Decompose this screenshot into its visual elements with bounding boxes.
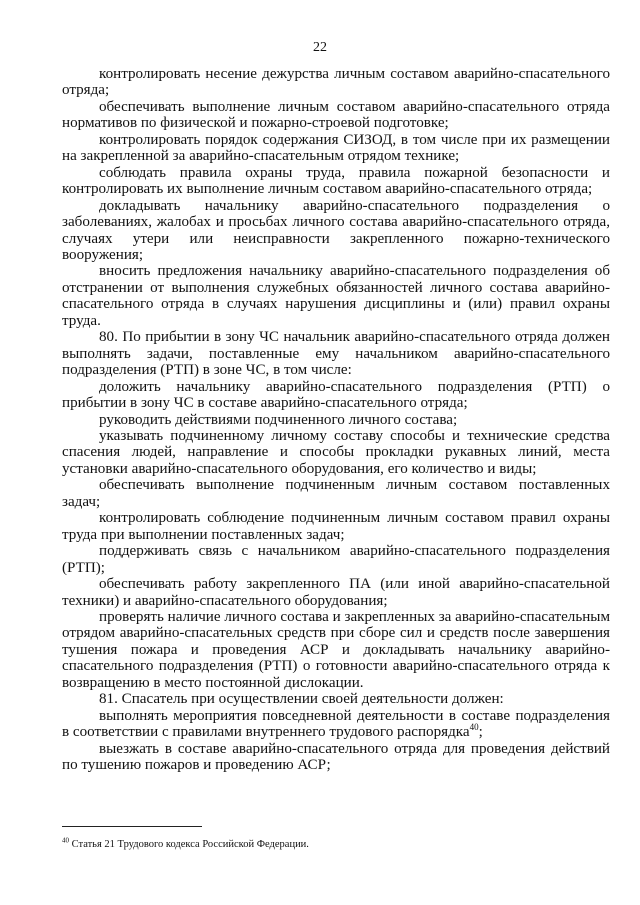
paragraph: контролировать порядок содержания СИЗОД, в том числе при их размещении на закрепленной за аварийно-спасательным отрядом технике; [62,131,610,165]
paragraph-with-footnote [62,708,610,741]
body-text [62,66,610,773]
paragraph-text: выполнять мероприятия повседневной деятельности в составе подразделения в соответствии с правилами внутреннего трудового распорядка [62,707,610,741]
paragraph: обеспечивать работу закрепленного ПА (или иной аварийно-спасательной техники) и аварийно-спасательного оборудования; [62,576,610,609]
paragraph: выезжать в составе аварийно-спасательного отряда для проведения действий по тушению пожаров и проведению АСР; [62,740,610,774]
footnote-number: 40 [62,836,69,845]
footnote [62,838,610,851]
paragraph: 80. По прибытии в зону ЧС начальник аварийно-спасательного отряда должен выполнять задачи, поставленные ему начальником аварийно-спасательного подразделения (РТП) в зоне ЧС, в том числе: [62,329,610,379]
paragraph: контролировать соблюдение подчиненным личным составом правил охраны труда при выполнении поставленных задач; [62,510,610,543]
paragraph: вносить предложения начальнику аварийно-спасательного подразделения об отстранении от выполнения служебных обязанностей личного состава аварийно-спасательного отряда в случаях нарушения дисциплины и (или) правил охраны труда. [62,263,610,329]
paragraph: 81. Спасатель при осуществлении своей деятельности должен: [99,691,504,708]
paragraph: указывать подчиненному личному составу способы и технические средства спасения людей, направление и способы прокладки рукавных линий, места установки аварийно-спасательного оборудования, его количество и виды; [62,427,610,477]
paragraph: соблюдать правила охраны труда, правила пожарной безопасности и контролировать их выполнение личным составом аварийно-спасательного отряда; [62,164,610,198]
footnote-reference[interactable]: 40 [469,722,479,733]
paragraph: проверять наличие личного состава и закрепленных за аварийно-спасательным отрядом аварийно-спасательных средств при сборе сил и средств после завершения тушения пожара и проведения АСР и докладывать начальнику аварийно-спасательного подразделения (РТП) о готовности аварийно-спасательного отряда к возвращению в место постоянной дислокации. [62,608,610,691]
paragraph: руководить действиями подчиненного личного состава; [99,411,458,428]
paragraph: доложить начальнику аварийно-спасательного подразделения (РТП) о прибытии в зону ЧС в составе аварийно-спасательного отряда; [62,378,610,412]
paragraph-tail: ; [478,724,483,741]
paragraph: контролировать несение дежурства личным составом аварийно-спасательного отряда; [62,66,610,99]
footnote-text: Статья 21 Трудового кодекса Российской Федерации. [69,839,309,850]
paragraph: обеспечивать выполнение личным составом аварийно-спасательного отряда нормативов по физической и пожарно-строевой подготовке; [62,98,610,132]
paragraph: обеспечивать выполнение подчиненным личным составом поставленных задач; [62,477,610,510]
page-number: 22 [313,40,327,55]
paragraph: поддерживать связь с начальником аварийно-спасательного подразделения (РТП); [62,543,610,576]
paragraph: докладывать начальнику аварийно-спасательного подразделения о заболеваниях, жалобах и просьбах личного состава аварийно-спасательного отряда, случаях утери или неисправности закрепленного пожарно-технического вооружения; [62,197,610,263]
footnote-divider [62,826,202,827]
